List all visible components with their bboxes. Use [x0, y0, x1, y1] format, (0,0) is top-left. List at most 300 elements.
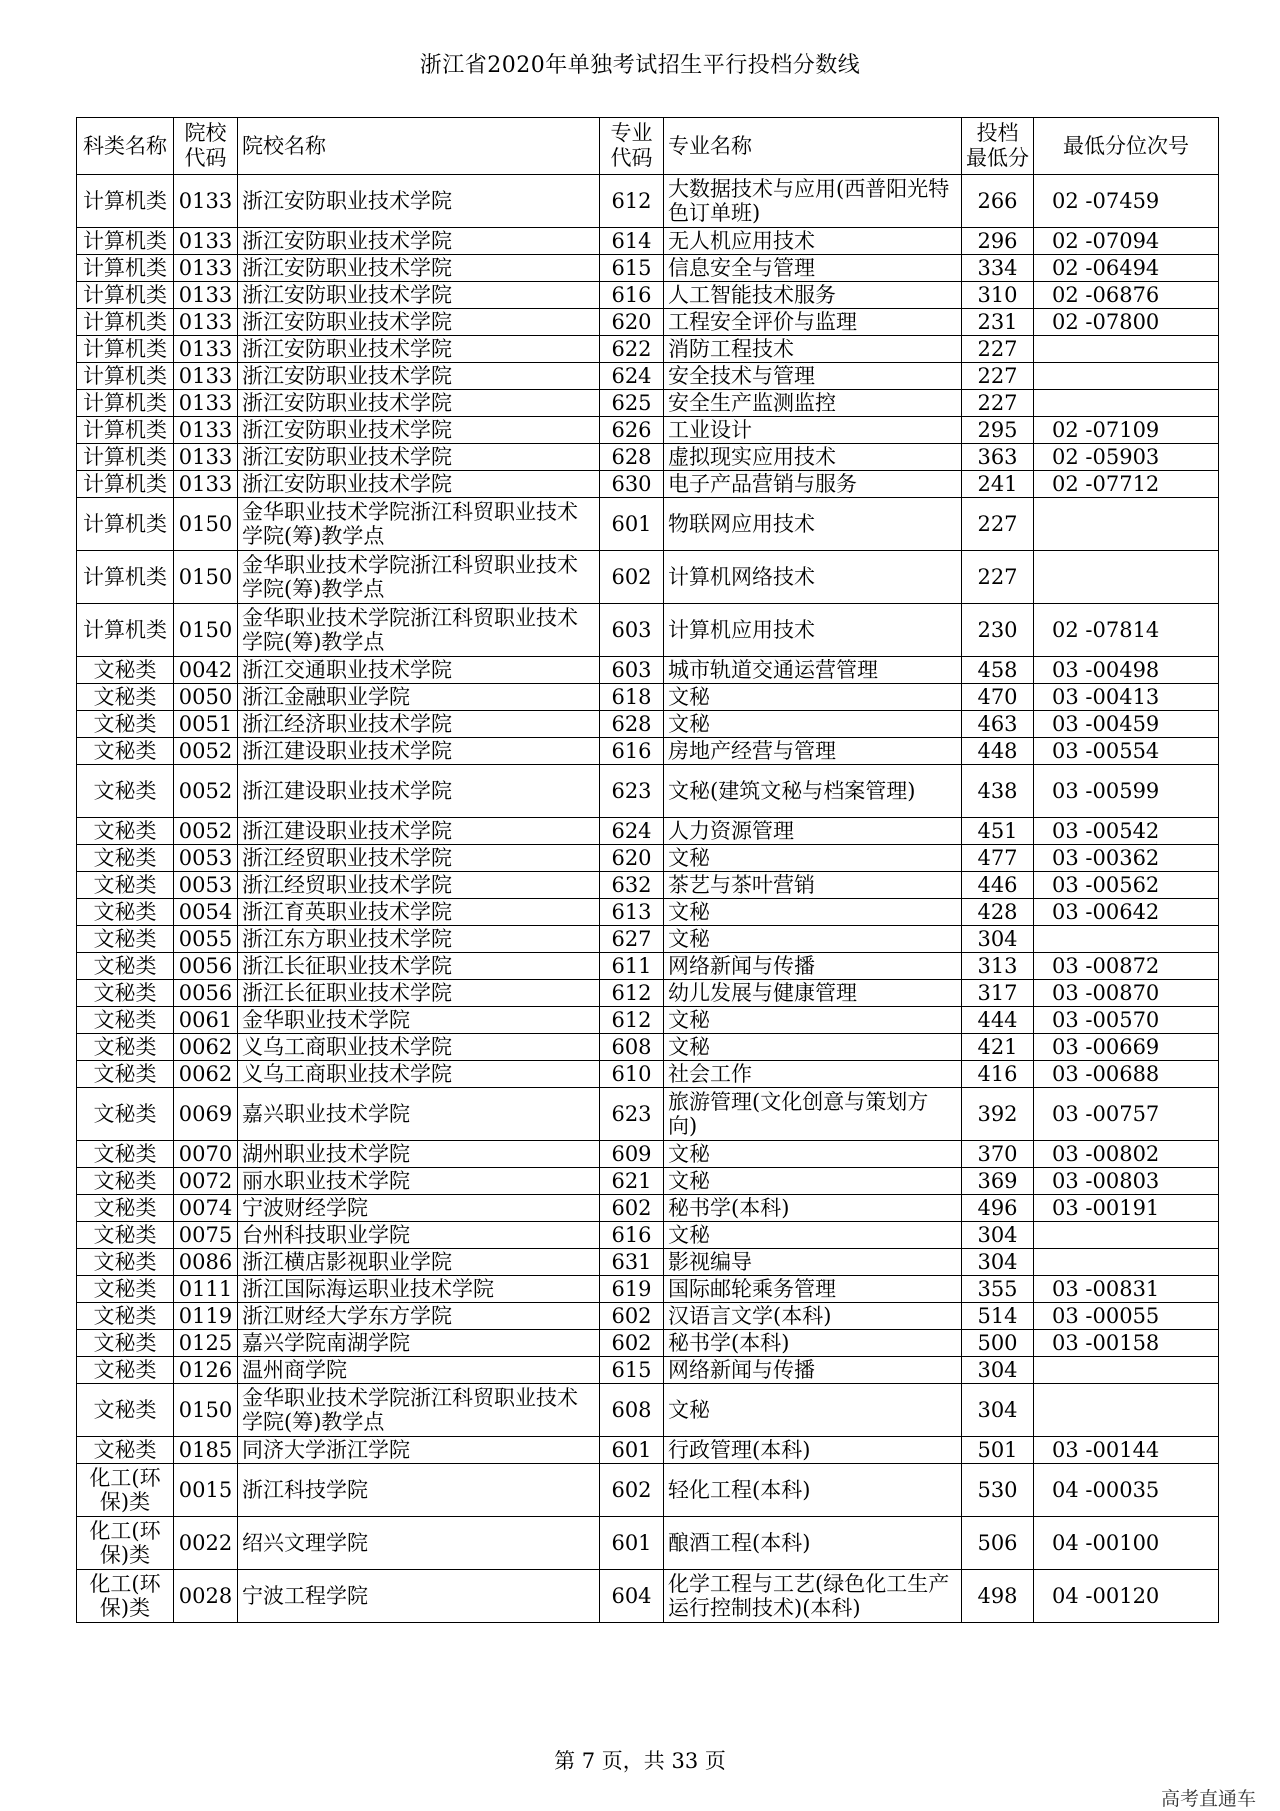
- cell-major-name: 电子产品营销与服务: [664, 471, 962, 498]
- cell-school-name: 浙江安防职业技术学院: [238, 228, 600, 255]
- cell-school-name: 金华职业技术学院浙江科贸职业技术学院(筹)教学点: [238, 551, 600, 604]
- cell-school-name: 浙江安防职业技术学院: [238, 471, 600, 498]
- table-row: [77, 1517, 1219, 1570]
- cell-min-rank: [1034, 1357, 1219, 1384]
- cell-school-name: 浙江安防职业技术学院: [238, 363, 600, 390]
- cell-category: 文秘类: [77, 1276, 174, 1303]
- cell-school-code: 0055: [174, 926, 238, 953]
- cell-min-rank: 03 -00831: [1034, 1276, 1219, 1303]
- cell-school-code: 0056: [174, 980, 238, 1007]
- cell-school-code: 0086: [174, 1249, 238, 1276]
- cell-category: 文秘类: [77, 1330, 174, 1357]
- cell-major-code: 625: [600, 390, 664, 417]
- cell-min-rank: 03 -00413: [1034, 684, 1219, 711]
- cell-min-rank: 03 -00757: [1034, 1088, 1219, 1141]
- cell-major-name: 城市轨道交通运营管理: [664, 657, 962, 684]
- cell-min-rank: [1034, 926, 1219, 953]
- cell-major-code: 628: [600, 711, 664, 738]
- cell-school-code: 0125: [174, 1330, 238, 1357]
- cell-category: 文秘类: [77, 765, 174, 818]
- table-row: [77, 818, 1219, 845]
- cell-min-rank: 03 -00362: [1034, 845, 1219, 872]
- cell-min-score: 317: [962, 980, 1034, 1007]
- table-row: [77, 657, 1219, 684]
- cell-school-name: 浙江经贸职业技术学院: [238, 872, 600, 899]
- cell-min-score: 444: [962, 1007, 1034, 1034]
- cell-category: 计算机类: [77, 604, 174, 657]
- header-min-rank: 最低分位次号: [1034, 118, 1219, 175]
- cell-min-score: 231: [962, 309, 1034, 336]
- cell-category: 文秘类: [77, 1007, 174, 1034]
- cell-min-rank: [1034, 498, 1219, 551]
- cell-min-score: 310: [962, 282, 1034, 309]
- cell-min-score: 363: [962, 444, 1034, 471]
- table-row: [77, 899, 1219, 926]
- cell-category: 文秘类: [77, 1061, 174, 1088]
- cell-category: 文秘类: [77, 926, 174, 953]
- page-number: 第 7 页，共 33 页: [554, 1749, 726, 1773]
- cell-school-code: 0052: [174, 818, 238, 845]
- cell-min-score: 501: [962, 1437, 1034, 1464]
- cell-major-code: 604: [600, 1570, 664, 1623]
- table-row: [77, 1007, 1219, 1034]
- cell-major-name: 茶艺与茶叶营销: [664, 872, 962, 899]
- table-row: [77, 175, 1219, 228]
- cell-min-rank: 02 -07712: [1034, 471, 1219, 498]
- cell-school-name: 湖州职业技术学院: [238, 1141, 600, 1168]
- cell-min-score: 304: [962, 926, 1034, 953]
- cell-major-code: 627: [600, 926, 664, 953]
- cell-major-name: 安全技术与管理: [664, 363, 962, 390]
- watermark: 高考直通车: [1160, 1788, 1256, 1810]
- cell-category: 文秘类: [77, 845, 174, 872]
- cell-min-rank: 02 -06876: [1034, 282, 1219, 309]
- cell-major-code: 613: [600, 899, 664, 926]
- table-row: [77, 1195, 1219, 1222]
- cell-school-code: 0074: [174, 1195, 238, 1222]
- cell-major-code: 620: [600, 309, 664, 336]
- cell-category: 计算机类: [77, 336, 174, 363]
- cell-school-code: 0075: [174, 1222, 238, 1249]
- table-row: [77, 1168, 1219, 1195]
- cell-school-name: 浙江经贸职业技术学院: [238, 845, 600, 872]
- cell-school-code: 0150: [174, 604, 238, 657]
- cell-min-rank: 03 -00872: [1034, 953, 1219, 980]
- cell-school-name: 浙江安防职业技术学院: [238, 282, 600, 309]
- cell-school-name: 浙江长征职业技术学院: [238, 980, 600, 1007]
- cell-min-rank: 03 -00562: [1034, 872, 1219, 899]
- cell-min-rank: 03 -00669: [1034, 1034, 1219, 1061]
- cell-school-code: 0028: [174, 1570, 238, 1623]
- table-row: [77, 309, 1219, 336]
- cell-min-score: 463: [962, 711, 1034, 738]
- cell-school-code: 0053: [174, 872, 238, 899]
- table-row: [77, 282, 1219, 309]
- cell-school-code: 0054: [174, 899, 238, 926]
- table-row: [77, 1437, 1219, 1464]
- cell-major-name: 秘书学(本科): [664, 1195, 962, 1222]
- cell-major-name: 化学工程与工艺(绿色化工生产运行控制技术)(本科): [664, 1570, 962, 1623]
- page-title: 浙江省2020年单独考试招生平行投档分数线: [419, 53, 861, 78]
- cell-category: 文秘类: [77, 657, 174, 684]
- cell-min-rank: [1034, 1222, 1219, 1249]
- cell-school-code: 0072: [174, 1168, 238, 1195]
- cell-min-rank: 03 -00688: [1034, 1061, 1219, 1088]
- admission-score-table: [76, 117, 1219, 1623]
- cell-major-name: 文秘: [664, 899, 962, 926]
- table-row: [77, 926, 1219, 953]
- cell-school-name: 浙江安防职业技术学院: [238, 444, 600, 471]
- header-min-score: 投档 最低分: [962, 118, 1034, 175]
- cell-school-name: 金华职业技术学院浙江科贸职业技术学院(筹)教学点: [238, 1384, 600, 1437]
- cell-school-code: 0111: [174, 1276, 238, 1303]
- table-row: [77, 551, 1219, 604]
- cell-min-rank: 03 -00055: [1034, 1303, 1219, 1330]
- cell-min-rank: 02 -06494: [1034, 255, 1219, 282]
- cell-major-code: 601: [600, 1437, 664, 1464]
- cell-major-name: 网络新闻与传播: [664, 953, 962, 980]
- cell-school-name: 浙江国际海运职业技术学院: [238, 1276, 600, 1303]
- header-school-code: 院校 代码: [174, 118, 238, 175]
- table-row: [77, 980, 1219, 1007]
- table-row: [77, 1276, 1219, 1303]
- table-row: [77, 390, 1219, 417]
- cell-category: 计算机类: [77, 417, 174, 444]
- table-row: [77, 1061, 1219, 1088]
- table-row: [77, 471, 1219, 498]
- cell-school-name: 浙江育英职业技术学院: [238, 899, 600, 926]
- cell-major-code: 615: [600, 255, 664, 282]
- cell-school-name: 浙江安防职业技术学院: [238, 175, 600, 228]
- cell-min-score: 416: [962, 1061, 1034, 1088]
- cell-major-code: 623: [600, 1088, 664, 1141]
- header-school-name: 院校名称: [238, 118, 600, 175]
- cell-school-code: 0069: [174, 1088, 238, 1141]
- cell-school-code: 0022: [174, 1517, 238, 1570]
- cell-category: 计算机类: [77, 255, 174, 282]
- cell-major-name: 房地产经营与管理: [664, 738, 962, 765]
- cell-school-code: 0133: [174, 336, 238, 363]
- cell-major-name: 信息安全与管理: [664, 255, 962, 282]
- cell-category: 文秘类: [77, 899, 174, 926]
- cell-school-code: 0052: [174, 738, 238, 765]
- cell-min-score: 451: [962, 818, 1034, 845]
- cell-min-score: 230: [962, 604, 1034, 657]
- cell-major-code: 626: [600, 417, 664, 444]
- cell-min-rank: 03 -00554: [1034, 738, 1219, 765]
- cell-min-score: 421: [962, 1034, 1034, 1061]
- cell-major-name: 行政管理(本科): [664, 1437, 962, 1464]
- cell-school-name: 浙江科技学院: [238, 1464, 600, 1517]
- cell-school-code: 0052: [174, 765, 238, 818]
- cell-school-name: 浙江金融职业学院: [238, 684, 600, 711]
- table-row: [77, 1330, 1219, 1357]
- cell-school-name: 金华职业技术学院: [238, 1007, 600, 1034]
- table-row: [77, 1034, 1219, 1061]
- cell-min-rank: [1034, 336, 1219, 363]
- cell-school-name: 浙江安防职业技术学院: [238, 417, 600, 444]
- cell-category: 文秘类: [77, 1168, 174, 1195]
- cell-school-name: 浙江建设职业技术学院: [238, 818, 600, 845]
- table-row: [77, 684, 1219, 711]
- cell-category: 计算机类: [77, 282, 174, 309]
- cell-category: 计算机类: [77, 175, 174, 228]
- cell-min-score: 227: [962, 363, 1034, 390]
- cell-min-rank: 03 -00802: [1034, 1141, 1219, 1168]
- cell-major-code: 631: [600, 1249, 664, 1276]
- cell-major-code: 602: [600, 1195, 664, 1222]
- cell-school-name: 浙江建设职业技术学院: [238, 765, 600, 818]
- cell-min-score: 227: [962, 551, 1034, 604]
- cell-min-rank: 03 -00144: [1034, 1437, 1219, 1464]
- table-row: [77, 953, 1219, 980]
- cell-major-code: 616: [600, 282, 664, 309]
- cell-min-rank: 03 -00642: [1034, 899, 1219, 926]
- cell-major-code: 602: [600, 551, 664, 604]
- table-row: [77, 1088, 1219, 1141]
- cell-min-score: 313: [962, 953, 1034, 980]
- cell-major-name: 影视编导: [664, 1249, 962, 1276]
- table-row: [77, 1303, 1219, 1330]
- cell-min-rank: 03 -00498: [1034, 657, 1219, 684]
- cell-school-name: 浙江安防职业技术学院: [238, 390, 600, 417]
- cell-school-code: 0061: [174, 1007, 238, 1034]
- table-row: [77, 498, 1219, 551]
- cell-school-code: 0133: [174, 471, 238, 498]
- cell-category: 化工(环保)类: [77, 1517, 174, 1570]
- cell-major-code: 621: [600, 1168, 664, 1195]
- cell-category: 文秘类: [77, 953, 174, 980]
- cell-school-code: 0050: [174, 684, 238, 711]
- cell-major-code: 630: [600, 471, 664, 498]
- cell-min-score: 295: [962, 417, 1034, 444]
- cell-major-name: 酿酒工程(本科): [664, 1517, 962, 1570]
- cell-school-code: 0150: [174, 551, 238, 604]
- cell-min-score: 477: [962, 845, 1034, 872]
- cell-school-code: 0133: [174, 228, 238, 255]
- cell-school-code: 0062: [174, 1034, 238, 1061]
- cell-school-code: 0126: [174, 1357, 238, 1384]
- cell-category: 化工(环保)类: [77, 1570, 174, 1623]
- cell-category: 计算机类: [77, 551, 174, 604]
- cell-school-code: 0133: [174, 175, 238, 228]
- cell-school-code: 0042: [174, 657, 238, 684]
- table-row: [77, 1222, 1219, 1249]
- table-row: [77, 872, 1219, 899]
- cell-major-name: 汉语言文学(本科): [664, 1303, 962, 1330]
- table-row: [77, 1357, 1219, 1384]
- cell-major-name: 文秘: [664, 1222, 962, 1249]
- cell-min-score: 370: [962, 1141, 1034, 1168]
- cell-min-score: 500: [962, 1330, 1034, 1357]
- cell-major-name: 国际邮轮乘务管理: [664, 1276, 962, 1303]
- cell-major-name: 社会工作: [664, 1061, 962, 1088]
- cell-category: 文秘类: [77, 1384, 174, 1437]
- cell-school-code: 0133: [174, 444, 238, 471]
- cell-major-code: 616: [600, 1222, 664, 1249]
- cell-school-name: 浙江建设职业技术学院: [238, 738, 600, 765]
- cell-school-name: 浙江交通职业技术学院: [238, 657, 600, 684]
- cell-min-score: 227: [962, 498, 1034, 551]
- cell-min-rank: 03 -00570: [1034, 1007, 1219, 1034]
- cell-min-score: 266: [962, 175, 1034, 228]
- cell-min-score: 304: [962, 1249, 1034, 1276]
- cell-min-rank: 04 -00035: [1034, 1464, 1219, 1517]
- cell-major-name: 文秘: [664, 1034, 962, 1061]
- cell-school-code: 0150: [174, 1384, 238, 1437]
- cell-major-name: 文秘: [664, 845, 962, 872]
- cell-school-name: 嘉兴学院南湖学院: [238, 1330, 600, 1357]
- cell-major-code: 614: [600, 228, 664, 255]
- cell-category: 文秘类: [77, 738, 174, 765]
- cell-major-code: 610: [600, 1061, 664, 1088]
- cell-min-score: 392: [962, 1088, 1034, 1141]
- cell-category: 文秘类: [77, 980, 174, 1007]
- cell-min-rank: 04 -00100: [1034, 1517, 1219, 1570]
- cell-major-name: 文秘: [664, 684, 962, 711]
- cell-min-score: 241: [962, 471, 1034, 498]
- cell-school-code: 0133: [174, 363, 238, 390]
- cell-min-score: 470: [962, 684, 1034, 711]
- cell-min-rank: [1034, 363, 1219, 390]
- cell-major-code: 619: [600, 1276, 664, 1303]
- cell-school-code: 0062: [174, 1061, 238, 1088]
- cell-major-code: 601: [600, 1517, 664, 1570]
- cell-category: 计算机类: [77, 363, 174, 390]
- cell-school-name: 浙江横店影视职业学院: [238, 1249, 600, 1276]
- cell-major-code: 618: [600, 684, 664, 711]
- cell-school-name: 宁波财经学院: [238, 1195, 600, 1222]
- cell-min-score: 227: [962, 390, 1034, 417]
- cell-min-rank: 04 -00120: [1034, 1570, 1219, 1623]
- cell-school-name: 义乌工商职业技术学院: [238, 1061, 600, 1088]
- cell-major-name: 文秘: [664, 926, 962, 953]
- cell-min-rank: 03 -00599: [1034, 765, 1219, 818]
- cell-category: 计算机类: [77, 390, 174, 417]
- cell-min-score: 355: [962, 1276, 1034, 1303]
- table-row: [77, 711, 1219, 738]
- cell-min-score: 506: [962, 1517, 1034, 1570]
- cell-min-rank: 03 -00459: [1034, 711, 1219, 738]
- cell-min-rank: 02 -07094: [1034, 228, 1219, 255]
- cell-category: 计算机类: [77, 498, 174, 551]
- cell-major-code: 609: [600, 1141, 664, 1168]
- cell-major-code: 624: [600, 363, 664, 390]
- cell-min-score: 446: [962, 872, 1034, 899]
- cell-school-code: 0185: [174, 1437, 238, 1464]
- cell-min-rank: [1034, 390, 1219, 417]
- cell-min-rank: 03 -00542: [1034, 818, 1219, 845]
- cell-min-rank: 03 -00870: [1034, 980, 1219, 1007]
- cell-school-code: 0133: [174, 309, 238, 336]
- cell-category: 文秘类: [77, 684, 174, 711]
- cell-min-score: 227: [962, 336, 1034, 363]
- cell-school-code: 0015: [174, 1464, 238, 1517]
- cell-major-code: 602: [600, 1330, 664, 1357]
- header-major-name: 专业名称: [664, 118, 962, 175]
- table-row: [77, 738, 1219, 765]
- table-row: [77, 1570, 1219, 1623]
- cell-min-score: 458: [962, 657, 1034, 684]
- cell-major-name: 物联网应用技术: [664, 498, 962, 551]
- cell-min-rank: [1034, 1249, 1219, 1276]
- cell-school-name: 宁波工程学院: [238, 1570, 600, 1623]
- cell-school-name: 义乌工商职业技术学院: [238, 1034, 600, 1061]
- header-category: 科类名称: [77, 118, 174, 175]
- cell-min-rank: [1034, 551, 1219, 604]
- cell-category: 文秘类: [77, 1195, 174, 1222]
- cell-major-name: 文秘: [664, 711, 962, 738]
- table-header-row: [77, 118, 1219, 175]
- cell-school-name: 同济大学浙江学院: [238, 1437, 600, 1464]
- cell-major-code: 603: [600, 657, 664, 684]
- cell-school-name: 金华职业技术学院浙江科贸职业技术学院(筹)教学点: [238, 604, 600, 657]
- cell-min-rank: 02 -05903: [1034, 444, 1219, 471]
- cell-major-name: 无人机应用技术: [664, 228, 962, 255]
- cell-category: 文秘类: [77, 872, 174, 899]
- table-row: [77, 363, 1219, 390]
- cell-school-name: 丽水职业技术学院: [238, 1168, 600, 1195]
- cell-major-name: 安全生产监测监控: [664, 390, 962, 417]
- cell-major-code: 608: [600, 1034, 664, 1061]
- cell-major-name: 文秘: [664, 1141, 962, 1168]
- cell-min-score: 530: [962, 1464, 1034, 1517]
- cell-major-name: 工业设计: [664, 417, 962, 444]
- table-row: [77, 417, 1219, 444]
- cell-school-name: 金华职业技术学院浙江科贸职业技术学院(筹)教学点: [238, 498, 600, 551]
- cell-min-score: 428: [962, 899, 1034, 926]
- cell-major-code: 612: [600, 175, 664, 228]
- table-row: [77, 604, 1219, 657]
- cell-min-score: 438: [962, 765, 1034, 818]
- table-row: [77, 1249, 1219, 1276]
- cell-major-code: 602: [600, 1464, 664, 1517]
- cell-school-name: 浙江东方职业技术学院: [238, 926, 600, 953]
- cell-school-code: 0070: [174, 1141, 238, 1168]
- cell-school-name: 浙江经济职业技术学院: [238, 711, 600, 738]
- cell-category: 文秘类: [77, 1034, 174, 1061]
- cell-category: 文秘类: [77, 1222, 174, 1249]
- cell-school-name: 浙江安防职业技术学院: [238, 309, 600, 336]
- cell-major-name: 消防工程技术: [664, 336, 962, 363]
- cell-school-code: 0150: [174, 498, 238, 551]
- cell-min-score: 496: [962, 1195, 1034, 1222]
- cell-major-code: 611: [600, 953, 664, 980]
- table-row: [77, 1384, 1219, 1437]
- cell-min-score: 334: [962, 255, 1034, 282]
- cell-major-name: 文秘: [664, 1007, 962, 1034]
- cell-major-name: 大数据技术与应用(西普阳光特色订单班): [664, 175, 962, 228]
- cell-school-code: 0053: [174, 845, 238, 872]
- cell-major-code: 612: [600, 980, 664, 1007]
- cell-school-name: 嘉兴职业技术学院: [238, 1088, 600, 1141]
- cell-major-code: 620: [600, 845, 664, 872]
- cell-major-name: 旅游管理(文化创意与策划方向): [664, 1088, 962, 1141]
- cell-min-score: 369: [962, 1168, 1034, 1195]
- cell-major-name: 计算机网络技术: [664, 551, 962, 604]
- table-row: [77, 228, 1219, 255]
- table-row: [77, 765, 1219, 818]
- cell-school-code: 0133: [174, 255, 238, 282]
- table-row: [77, 1464, 1219, 1517]
- table-row: [77, 845, 1219, 872]
- cell-major-code: 616: [600, 738, 664, 765]
- cell-major-name: 文秘(建筑文秘与档案管理): [664, 765, 962, 818]
- cell-category: 文秘类: [77, 818, 174, 845]
- cell-major-name: 人力资源管理: [664, 818, 962, 845]
- cell-school-code: 0051: [174, 711, 238, 738]
- cell-school-name: 绍兴文理学院: [238, 1517, 600, 1570]
